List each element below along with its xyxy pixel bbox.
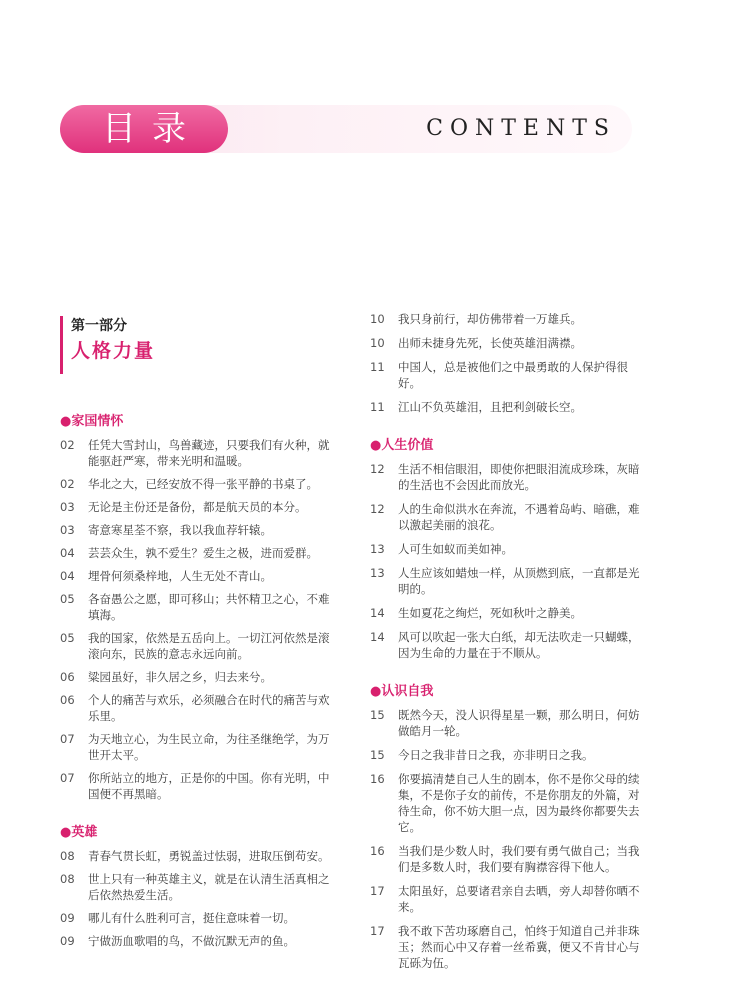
entry-page-number: 17: [370, 884, 385, 898]
entry-page-number: 04: [60, 569, 75, 583]
entry-text: 出师未捷身先死，长使英雄泪满襟。: [398, 336, 582, 350]
entry-page-number: 11: [370, 360, 385, 374]
toc-entry[interactable]: [60, 545, 338, 561]
entry-text: 个人的痛苦与欢乐，必须融合在时代的痛苦与欢乐里。: [88, 693, 330, 723]
entry-text: 各奋愚公之愿，即可移山；共怀精卫之心，不难填海。: [88, 592, 330, 622]
toc-entry[interactable]: [60, 848, 338, 864]
entry-text: 青春气贯长虹，勇锐盖过怯弱，进取压倒苟安。: [88, 849, 330, 863]
toc-entry[interactable]: [60, 731, 338, 763]
entry-page-number: 16: [370, 772, 385, 786]
entry-text: 太阳虽好，总要诸君亲自去晒，旁人却替你晒不来。: [398, 884, 640, 914]
toc-entry[interactable]: [370, 747, 648, 763]
entry-text: 埋骨何须桑梓地，人生无处不青山。: [88, 569, 272, 583]
entry-text: 哪儿有什么胜利可言，挺住意味着一切。: [88, 911, 295, 925]
entry-text: 任凭大雪封山，鸟兽藏迹，只要我们有火种，就能驱赶严寒，带来光明和温暖。: [88, 438, 330, 468]
entry-text: 你要搞清楚自己人生的剧本，你不是你父母的续集，不是你子女的前传，不是你朋友的外篇，对待生命，你不妨大胆一点，因为最终你都要失去它。: [398, 772, 640, 834]
entry-page-number: 06: [60, 693, 75, 707]
entry-text: 我只身前行，却仿佛带着一万雄兵。: [398, 312, 582, 326]
section-title: ●家国情怀: [60, 414, 124, 429]
entry-page-number: 02: [60, 438, 75, 452]
entry-page-number: 05: [60, 592, 75, 606]
entry-page-number: 08: [60, 849, 75, 863]
entry-text: 人生应该如蜡烛一样，从顶燃到底，一直都是光明的。: [398, 566, 640, 596]
part-label: 第一部分: [71, 318, 127, 334]
entry-text: 风可以吹起一张大白纸，却无法吹走一只蝴蝶，因为生命的力量在于不顺从。: [398, 630, 640, 660]
toc-entry[interactable]: [60, 630, 338, 662]
right-column: [370, 311, 648, 979]
toc-entry[interactable]: [370, 311, 648, 327]
toc-entry[interactable]: [60, 476, 338, 492]
toc-entry[interactable]: [370, 565, 648, 597]
entry-page-number: 11: [370, 400, 385, 414]
left-column: [60, 413, 338, 956]
toc-section: [60, 824, 338, 949]
entry-text: 世上只有一种英雄主义，就是在认清生活真相之后依然热爱生活。: [88, 872, 330, 902]
entry-page-number: 17: [370, 924, 385, 938]
toc-entry[interactable]: [60, 568, 338, 584]
entry-text: 你所站立的地方，正是你的中国。你有光明，中国便不再黑暗。: [88, 771, 330, 801]
entry-page-number: 03: [60, 523, 75, 537]
entry-page-number: 02: [60, 477, 75, 491]
entry-page-number: 13: [370, 542, 385, 556]
entry-page-number: 13: [370, 566, 385, 580]
banner-title-cn: 目录: [60, 105, 228, 153]
toc-entry[interactable]: [60, 933, 338, 949]
entry-page-number: 15: [370, 708, 385, 722]
toc-entry[interactable]: [60, 871, 338, 903]
toc-entry[interactable]: [370, 399, 648, 415]
toc-entry[interactable]: [60, 692, 338, 724]
contents-banner: [60, 105, 632, 153]
entry-text: 生如夏花之绚烂，死如秋叶之静美。: [398, 606, 582, 620]
entry-text: 无论是主份还是备份，都是航天员的本分。: [88, 500, 307, 514]
section-title: ●认识自我: [370, 684, 434, 699]
part-heading: [60, 316, 155, 374]
entry-text: 芸芸众生，孰不爱生？爱生之极，进而爱群。: [88, 546, 318, 560]
banner-title-en: CONTENTS: [426, 116, 616, 141]
toc-entry[interactable]: [60, 522, 338, 538]
toc-entry[interactable]: [370, 771, 648, 835]
toc-section: [370, 437, 648, 661]
toc-entry[interactable]: [370, 843, 648, 875]
entry-text: 人可生如蚁而美如神。: [398, 542, 513, 556]
entry-text: 当我们是少数人时，我们要有勇气做自己；当我们是多数人时，我们要有胸襟容得下他人。: [398, 844, 640, 874]
entry-text: 我的国家，依然是五岳向上。一切江河依然是滚滚向东，民族的意志永远向前。: [88, 631, 330, 661]
section-title: ●人生价值: [370, 438, 434, 453]
entry-page-number: 12: [370, 502, 385, 516]
toc-section: [60, 413, 338, 802]
entry-text: 我不敢下苦功琢磨自己，怕终于知道自己并非珠玉；然而心中又存着一丝希冀，便又不肯甘心与瓦砾为伍。: [398, 924, 640, 970]
toc-entry[interactable]: [370, 923, 648, 971]
entry-text: 生活不相信眼泪，即使你把眼泪流成珍珠，灰暗的生活也不会因此而放光。: [398, 462, 640, 492]
entry-page-number: 10: [370, 312, 385, 326]
toc-entry[interactable]: [60, 437, 338, 469]
toc-entry[interactable]: [370, 541, 648, 557]
toc-entry[interactable]: [60, 910, 338, 926]
entry-page-number: 04: [60, 546, 75, 560]
toc-entry[interactable]: [370, 335, 648, 351]
entry-text: 为天地立心，为生民立命，为往圣继绝学，为万世开太平。: [88, 732, 330, 762]
entry-page-number: 07: [60, 732, 75, 746]
toc-entry[interactable]: [60, 770, 338, 802]
entry-text: 华北之大，已经安放不得一张平静的书桌了。: [88, 477, 318, 491]
toc-entry[interactable]: [370, 605, 648, 621]
toc-entry[interactable]: [60, 669, 338, 685]
part-title: 人格力量: [71, 340, 156, 362]
entry-page-number: 09: [60, 934, 75, 948]
toc-entry[interactable]: [370, 883, 648, 915]
toc-entry[interactable]: [370, 359, 648, 391]
entry-text: 寄意寒星荃不察，我以我血荐轩辕。: [88, 523, 272, 537]
toc-entry[interactable]: [370, 707, 648, 739]
entry-page-number: 14: [370, 630, 385, 644]
entry-page-number: 09: [60, 911, 75, 925]
entry-text: 中国人，总是被他们之中最勇敢的人保护得很好。: [398, 360, 628, 390]
entry-page-number: 16: [370, 844, 385, 858]
entry-page-number: 06: [60, 670, 75, 684]
entry-text: 今日之我非昔日之我，亦非明日之我。: [398, 748, 594, 762]
toc-entry[interactable]: [60, 591, 338, 623]
entry-page-number: 08: [60, 872, 75, 886]
section-title: ●英雄: [60, 825, 98, 840]
toc-entry[interactable]: [370, 501, 648, 533]
entry-page-number: 03: [60, 500, 75, 514]
entry-page-number: 05: [60, 631, 75, 645]
entry-page-number: 07: [60, 771, 75, 785]
entry-text: 宁做沥血歌唱的鸟，不做沉默无声的鱼。: [88, 934, 295, 948]
entry-page-number: 10: [370, 336, 385, 350]
entry-page-number: 15: [370, 748, 385, 762]
entry-text: 粱园虽好，非久居之乡，归去来兮。: [88, 670, 272, 684]
toc-section: [370, 683, 648, 971]
entry-page-number: 12: [370, 462, 385, 476]
entry-text: 人的生命似洪水在奔流，不遇着岛屿、暗礁，难以激起美丽的浪花。: [398, 502, 640, 532]
toc-entry[interactable]: [370, 461, 648, 493]
toc-entry[interactable]: [60, 499, 338, 515]
toc-entry[interactable]: [370, 629, 648, 661]
entry-text: 既然今天，没人识得星星一颗，那么明日，何妨做皓月一轮。: [398, 708, 640, 738]
toc-section: [370, 311, 648, 415]
entry-page-number: 14: [370, 606, 385, 620]
entry-text: 江山不负英雄泪，且把利剑破长空。: [398, 400, 582, 414]
